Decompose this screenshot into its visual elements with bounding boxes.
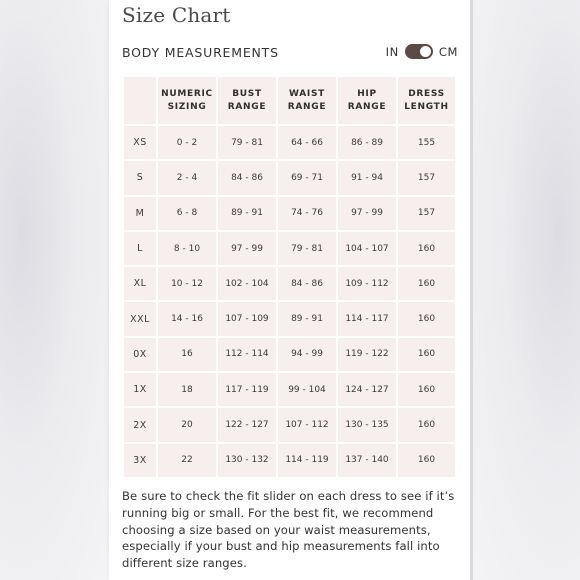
bust-range-cell: 122 - 127 xyxy=(218,408,276,441)
page-title: Size Chart xyxy=(122,3,231,27)
numeric-sizing-cell: 0 - 2 xyxy=(158,126,216,159)
fit-note: Be sure to check the fit slider on each dress to see if it’s running big or small. For the best fit, we recommend choosing a size based on your waist measurements, especially if your bust and hip measurements fall into different size ranges. xyxy=(122,489,455,571)
background-blur-left xyxy=(0,0,110,580)
size-label: L xyxy=(124,232,156,265)
table-row xyxy=(124,126,455,159)
hip-range-cell: 91 - 94 xyxy=(338,161,396,194)
waist-range-cell: 94 - 99 xyxy=(278,338,336,371)
bust-range-cell: 84 - 86 xyxy=(218,161,276,194)
size-label: 0X xyxy=(124,338,156,371)
table-row xyxy=(124,267,455,300)
size-label: XXL xyxy=(124,302,156,335)
dress-length-cell: 157 xyxy=(398,161,455,194)
numeric-sizing-cell: 2 - 4 xyxy=(158,161,216,194)
numeric-sizing-cell: 20 xyxy=(158,408,216,441)
hip-range-cell: 97 - 99 xyxy=(338,197,396,230)
numeric-sizing-cell: 8 - 10 xyxy=(158,232,216,265)
hip-range-cell: 137 - 140 xyxy=(338,444,396,477)
unit-toggle[interactable] xyxy=(386,44,458,59)
bust-range-cell: 102 - 104 xyxy=(218,267,276,300)
bust-range-cell: 97 - 99 xyxy=(218,232,276,265)
hip-range-cell: 86 - 89 xyxy=(338,126,396,159)
bust-range-cell: 130 - 132 xyxy=(218,444,276,477)
waist-range-cell: 99 - 104 xyxy=(278,373,336,406)
hip-range-cell: 119 - 122 xyxy=(338,338,396,371)
section-heading: BODY MEASUREMENTS xyxy=(122,45,279,60)
table-row xyxy=(124,338,455,371)
table-row xyxy=(124,408,455,441)
bust-range-cell: 79 - 81 xyxy=(218,126,276,159)
table-header-row xyxy=(124,77,455,124)
table-row xyxy=(124,197,455,230)
table-corner-cell xyxy=(124,77,156,124)
numeric-sizing-cell: 18 xyxy=(158,373,216,406)
size-label: XL xyxy=(124,267,156,300)
bust-range-cell: 112 - 114 xyxy=(218,338,276,371)
waist-range-cell: 89 - 91 xyxy=(278,302,336,335)
waist-range-cell: 64 - 66 xyxy=(278,126,336,159)
background-blur-right xyxy=(470,0,580,580)
waist-range-cell: 69 - 71 xyxy=(278,161,336,194)
column-header-waist-range: WAIST RANGE xyxy=(278,77,336,124)
bust-range-cell: 89 - 91 xyxy=(218,197,276,230)
column-header-hip-range: HIP RANGE xyxy=(338,77,396,124)
size-label: M xyxy=(124,197,156,230)
hip-range-cell: 130 - 135 xyxy=(338,408,396,441)
numeric-sizing-cell: 14 - 16 xyxy=(158,302,216,335)
size-label: 1X xyxy=(124,373,156,406)
dress-length-cell: 160 xyxy=(398,338,455,371)
section-header xyxy=(122,44,458,62)
waist-range-cell: 114 - 119 xyxy=(278,444,336,477)
table-row xyxy=(124,444,455,477)
numeric-sizing-cell: 16 xyxy=(158,338,216,371)
hip-range-cell: 124 - 127 xyxy=(338,373,396,406)
bust-range-cell: 117 - 119 xyxy=(218,373,276,406)
waist-range-cell: 79 - 81 xyxy=(278,232,336,265)
column-header-dress-length: DRESS LENGTH xyxy=(398,77,455,124)
size-label: S xyxy=(124,161,156,194)
unit-label-in[interactable]: IN xyxy=(385,44,399,59)
waist-range-cell: 74 - 76 xyxy=(278,197,336,230)
unit-label-cm[interactable]: CM xyxy=(438,44,458,59)
hip-range-cell: 114 - 117 xyxy=(338,302,396,335)
table-row xyxy=(124,232,455,265)
numeric-sizing-cell: 10 - 12 xyxy=(158,267,216,300)
table-row xyxy=(124,373,455,406)
table-row xyxy=(124,161,455,194)
dress-length-cell: 160 xyxy=(398,267,455,300)
size-chart-panel xyxy=(109,0,470,580)
size-table xyxy=(122,75,457,479)
size-label: 2X xyxy=(124,408,156,441)
hip-range-cell: 109 - 112 xyxy=(338,267,396,300)
bust-range-cell: 107 - 109 xyxy=(218,302,276,335)
dress-length-cell: 160 xyxy=(398,232,455,265)
size-label: XS xyxy=(124,126,156,159)
panel-scroll-edge xyxy=(470,0,473,580)
hip-range-cell: 104 - 107 xyxy=(338,232,396,265)
dress-length-cell: 160 xyxy=(398,302,455,335)
unit-switch[interactable] xyxy=(405,44,433,59)
switch-knob-icon xyxy=(420,46,431,57)
numeric-sizing-cell: 22 xyxy=(158,444,216,477)
size-label: 3X xyxy=(124,444,156,477)
table-row xyxy=(124,302,455,335)
waist-range-cell: 84 - 86 xyxy=(278,267,336,300)
waist-range-cell: 107 - 112 xyxy=(278,408,336,441)
dress-length-cell: 160 xyxy=(398,408,455,441)
column-header-bust-range: BUST RANGE xyxy=(218,77,276,124)
dress-length-cell: 160 xyxy=(398,373,455,406)
column-header-numeric-sizing: NUMERIC SIZING xyxy=(158,77,216,124)
numeric-sizing-cell: 6 - 8 xyxy=(158,197,216,230)
dress-length-cell: 155 xyxy=(398,126,455,159)
dress-length-cell: 157 xyxy=(398,197,455,230)
dress-length-cell: 160 xyxy=(398,444,455,477)
